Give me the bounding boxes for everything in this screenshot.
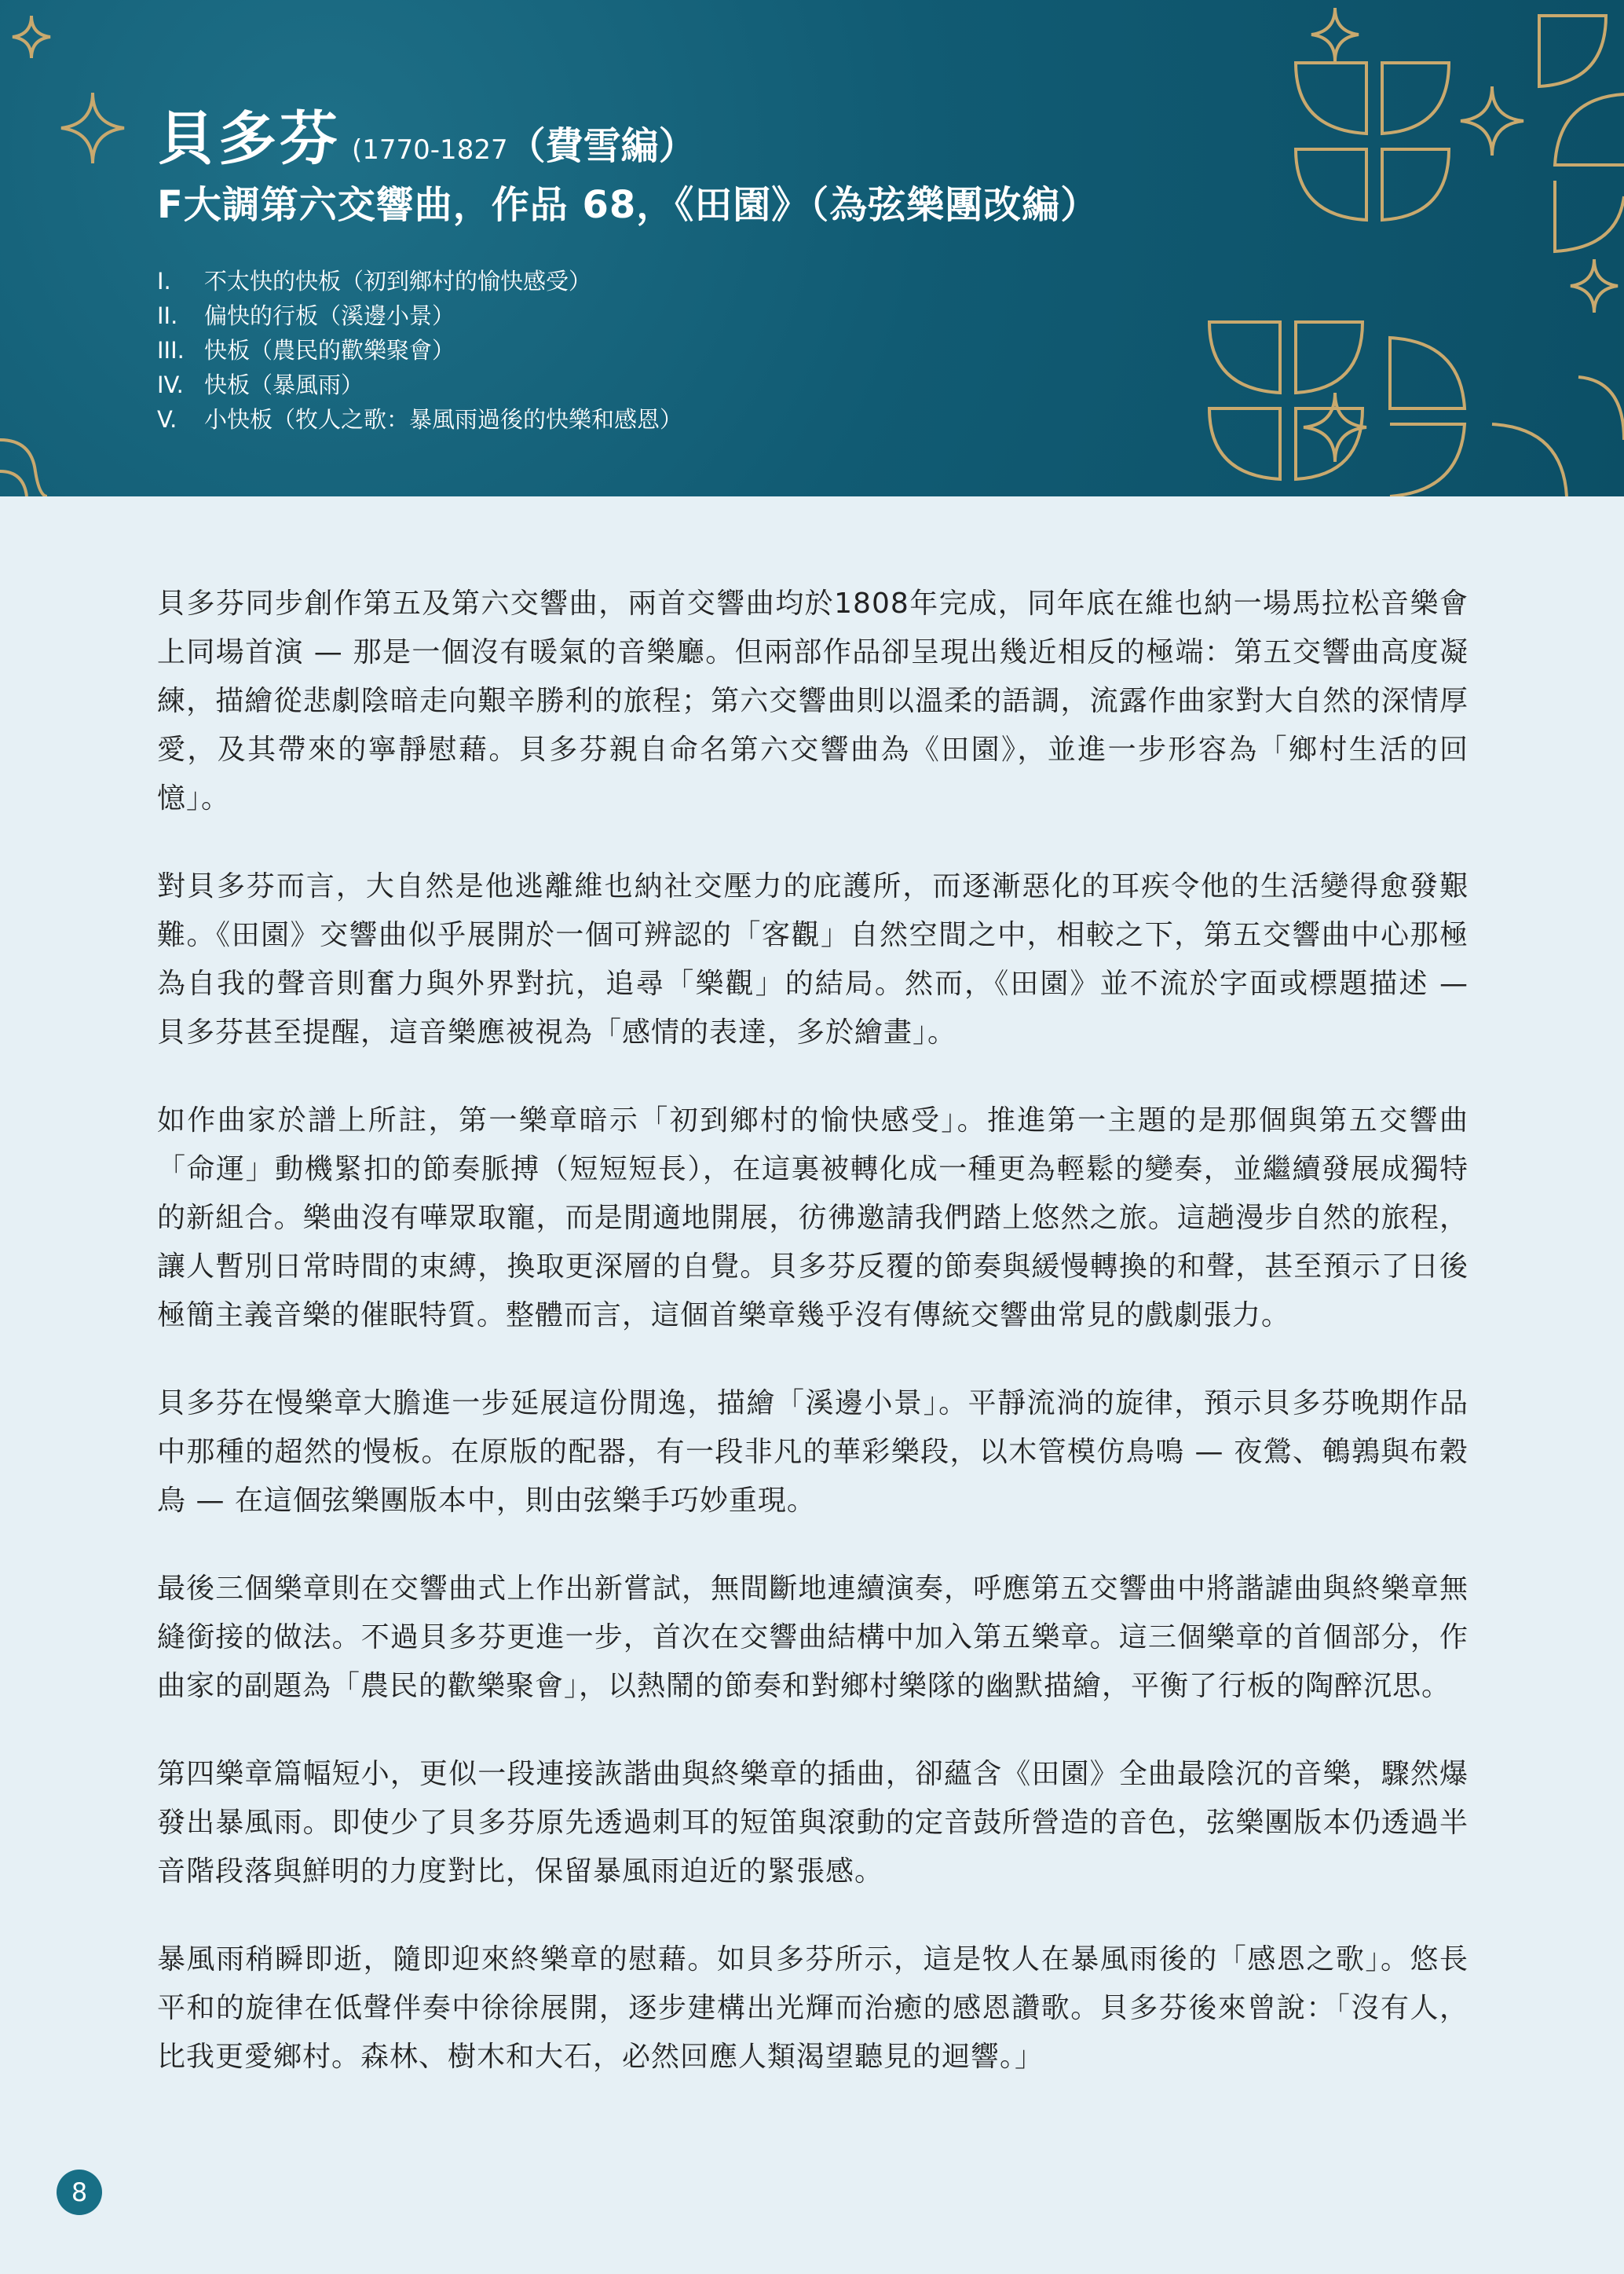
movement-title: 不太快的快板（初到鄉村的愉快感受） (204, 268, 592, 295)
body-paragraph: 貝多芬在慢樂章大膽進一步延展這份閒逸，描繪「溪邊小景」。平靜流淌的旋律，預示貝多芬晚期作品中那種的超然的慢板。在原版的配器，有一段非凡的華彩樂段，以木管模仿鳥鳴 — 夜鶯、鵪鶉與布穀鳥 — 在這個弦樂團版本中，則由弦樂手巧妙重現。 (157, 1387, 1469, 1517)
movement-number: IV. (157, 372, 184, 398)
body-paragraph: 貝多芬同步創作第五及第六交響曲，兩首交響曲均於1808年完成，同年底在維也納一場馬拉松音樂會上同場首演 — 那是一個沒有暖氣的音樂廳。但兩部作品卻呈現出幾近相反的極端：第五交響曲高度凝練，描繪從悲劇陰暗走向艱辛勝利的旅程；第六交響曲則以溫柔的語調，流露作曲家對大自然的深情厚愛，及其帶來的寧靜慰藉。貝多芬親自命名第六交響曲為《田園》，並進一步形容為「鄉村生活的回憶」。 (157, 588, 1469, 815)
body-paragraph: 暴風雨稍瞬即逝，隨即迎來終樂章的慰藉。如貝多芬所示，這是牧人在暴風雨後的「感恩之歌」。悠長平和的旋律在低聲伴奏中徐徐展開，逐步建構出光輝而治癒的感恩讚歌。貝多芬後來曾說：「沒有人，比我更愛鄉村。森林、樹木和大石，必然回應人類渴望聽見的迴響。」 (157, 1943, 1469, 2073)
movement-item (157, 264, 682, 298)
program-notes-body (157, 580, 1469, 2121)
movement-title: 快板（暴風雨） (204, 372, 364, 398)
body-paragraph: 對貝多芬而言，大自然是他逃離維也納社交壓力的庇護所，而逐漸惡化的耳疾令他的生活變得愈發艱難。《田園》交響曲似乎展開於一個可辨認的「客觀」自然空間之中，相較之下，第五交響曲中心那極為自我的聲音則奮力與外界對抗，追尋「樂觀」的結局。然而，《田園》並不流於字面或標題描述 — 貝多芬甚至提醒，這音樂應被視為「感情的表達，多於繪畫」。 (157, 870, 1469, 1049)
movement-item (157, 402, 682, 437)
composer-name: 貝多芬 (157, 105, 341, 173)
body-paragraph: 最後三個樂章則在交響曲式上作出新嘗試，無間斷地連續演奏，呼應第五交響曲中將諧謔曲與終樂章無縫銜接的做法。不過貝多芬更進一步，首次在交響曲結構中加入第五樂章。這三個樂章的首個部分，作曲家的副題為「農民的歡樂聚會」，以熱鬧的節奏和對鄉村樂隊的幽默描繪，平衡了行板的陶醉沉思。 (157, 1573, 1469, 1702)
movement-number: V. (157, 406, 177, 433)
header-banner (0, 0, 1624, 496)
composer-years: (1770-1827 (352, 134, 508, 166)
page-number-badge: 8 (57, 2170, 102, 2215)
movement-title: 偏快的行板（溪邊小景） (204, 302, 455, 329)
arranger-credit: （費雪編） (507, 124, 697, 168)
movement-number: II. (157, 302, 178, 329)
work-title: F大調第六交響曲，作品 68，《田園》（為弦樂團改編） (157, 183, 1099, 227)
movement-title: 快板（農民的歡樂聚會） (204, 337, 455, 364)
movement-list (157, 264, 682, 437)
movement-number: I. (157, 268, 171, 295)
movement-number: III. (157, 337, 185, 364)
body-paragraph: 如作曲家於譜上所註，第一樂章暗示「初到鄉村的愉快感受」。推進第一主題的是那個與第五交響曲「命運」動機緊扣的節奏脈搏（短短短長），在這裏被轉化成一種更為輕鬆的變奏，並繼續發展成獨特的新組合。樂曲沒有嘩眾取寵，而是閒適地開展，彷彿邀請我們踏上悠然之旅。這趟漫步自然的旅程，讓人暫別日常時間的束縛，換取更深層的自覺。貝多芬反覆的節奏與緩慢轉換的和聲，甚至預示了日後極簡主義音樂的催眠特質。整體而言，這個首樂章幾乎沒有傳統交響曲常見的戲劇張力。 (157, 1104, 1469, 1331)
composer-heading (157, 93, 697, 176)
movement-title: 小快板（牧人之歌：暴風雨過後的快樂和感恩） (204, 406, 683, 433)
movement-item (157, 298, 682, 333)
movement-item (157, 333, 682, 368)
movement-item (157, 368, 682, 402)
body-paragraph: 第四樂章篇幅短小，更似一段連接詼諧曲與終樂章的插曲，卻蘊含《田園》全曲最陰沉的音樂，驟然爆發出暴風雨。即使少了貝多芬原先透過刺耳的短笛與滾動的定音鼓所營造的音色，弦樂團版本仍透過半音階段落與鮮明的力度對比，保留暴風雨迫近的緊張感。 (157, 1758, 1469, 1888)
